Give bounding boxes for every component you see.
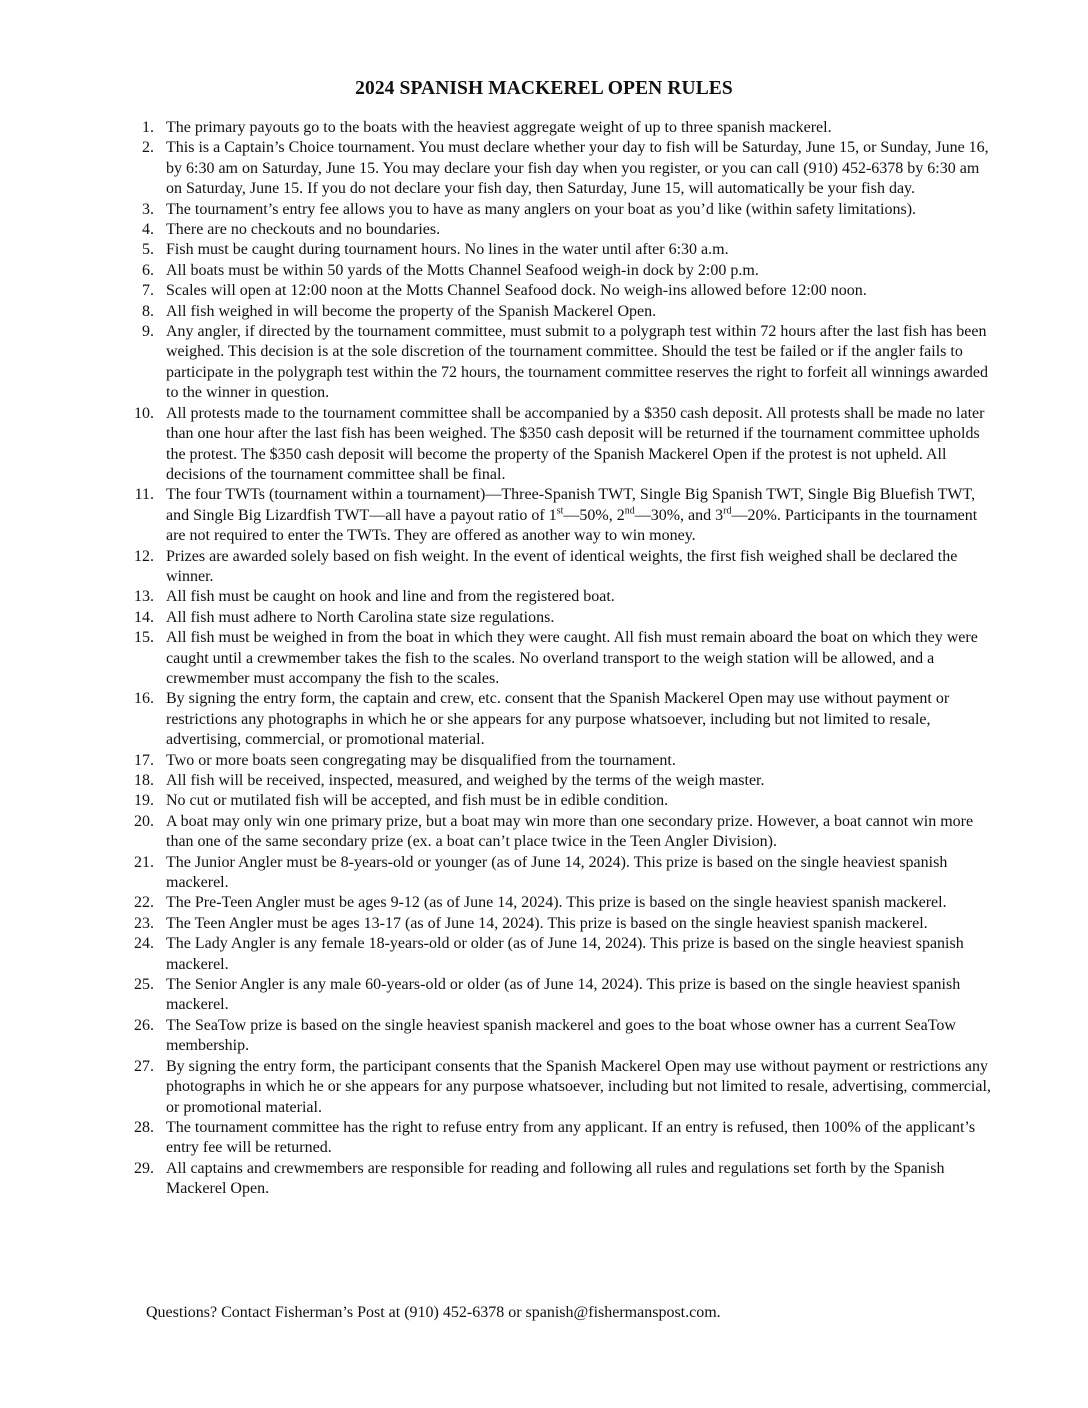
rule-number: 26. xyxy=(134,1016,154,1034)
rule-text: The Pre-Teen Angler must be ages 9-12 (as of June 14, 2024). This prize is based on the single heaviest spanish mackerel. xyxy=(166,894,947,912)
rule-text: The tournament committee has the right to refuse entry from any applicant. If an entry is refused, then 100% of the applicant’s entry fee will be returned. xyxy=(166,1118,976,1157)
rule-number: 21. xyxy=(134,853,154,871)
rule-item xyxy=(130,893,992,913)
rule-item xyxy=(130,587,992,607)
rule-text: All fish must adhere to North Carolina state size regulations. xyxy=(166,608,555,626)
rule-text: The Teen Angler must be ages 13-17 (as of June 14, 2024). This prize is based on the single heaviest spanish mackerel. xyxy=(166,914,928,932)
rule-item xyxy=(130,1057,992,1118)
rule-number: 27. xyxy=(134,1057,154,1075)
rule-number: 6. xyxy=(142,261,154,279)
rule-number: 9. xyxy=(142,323,154,341)
rule-number: 20. xyxy=(134,812,154,830)
rule-number: 24. xyxy=(134,935,154,953)
rule-item xyxy=(130,1159,992,1200)
rule-item xyxy=(130,281,992,301)
rule-item xyxy=(130,118,992,138)
rule-number: 18. xyxy=(134,772,154,789)
rule-number: 14. xyxy=(134,608,154,626)
rule-text: The primary payouts go to the boats with the heaviest aggregate weight of up to three spanish mackerel. xyxy=(166,119,832,136)
rule-text: All boats must be within 50 yards of the Motts Channel Seafood weigh-in dock by 2:00 p.m. xyxy=(166,261,759,279)
rule-item xyxy=(130,751,992,771)
rule-text-part: The four TWTs (tournament within a tournament)—Three-Spanish TWT, Single Big Spanish TWT, Single Big Bluefish TWT, and Single Big Lizardfish TWT—all have a payout ratio of 1 xyxy=(166,486,976,524)
rule-item xyxy=(130,914,992,934)
rule-number: 25. xyxy=(134,976,154,994)
rule-item xyxy=(130,628,992,689)
rule-item xyxy=(130,200,992,220)
rule-number: 3. xyxy=(142,200,154,218)
rule-item xyxy=(130,138,992,199)
rule-text-part: —30%, and 3 xyxy=(634,506,724,524)
rule-number: 29. xyxy=(134,1159,154,1177)
rule-number: 16. xyxy=(134,690,154,708)
rule-text: The Senior Angler is any male 60-years-old or older (as of June 14, 2024). This prize is based on the single heaviest spanish mackerel. xyxy=(166,976,961,1014)
rule-number: 10. xyxy=(134,404,154,422)
rule-text: All captains and crewmembers are responsible for reading and following all rules and regulations set forth by the Spanish Mackerel Open. xyxy=(166,1159,945,1198)
rule-number: 12. xyxy=(134,547,154,565)
rule-item xyxy=(130,934,992,975)
rule-text: The tournament’s entry fee allows you to have as many anglers on your boat as you’d like (within safety limitations). xyxy=(166,200,917,218)
rule-number: 8. xyxy=(142,302,154,320)
rule-item xyxy=(130,302,992,322)
rule-text: Scales will open at 12:00 noon at the Motts Channel Seafood dock. No weigh-ins allowed before 12:00 noon. xyxy=(166,282,867,300)
rules-list xyxy=(130,118,992,1200)
rule-number: 13. xyxy=(134,588,154,606)
rule-text: All fish will be received, inspected, measured, and weighed by the terms of the weigh master. xyxy=(166,772,765,789)
rule-item xyxy=(130,547,992,588)
rule-number: 11. xyxy=(134,486,154,504)
rule-text: The Junior Angler must be 8-years-old or younger (as of June 14, 2024). This prize is based on the single heaviest spanish mackerel. xyxy=(166,853,948,892)
rule-number: 7. xyxy=(142,282,154,300)
rule-item xyxy=(130,608,992,628)
rule-number: 23. xyxy=(134,914,154,932)
rule-number: 17. xyxy=(134,751,154,769)
rule-text: Two or more boats seen congregating may be disqualified from the tournament. xyxy=(166,751,676,769)
rule-text: There are no checkouts and no boundaries. xyxy=(166,221,441,239)
rule-item xyxy=(130,261,992,281)
rule-number: 19. xyxy=(134,792,154,810)
rule-text: By signing the entry form, the participant consents that the Spanish Mackerel Open may use without payment or restrictions any photographs in which he or she appears for any purpose whatsoever, including but not limited to resale, advertising, commercial, or promotional material. xyxy=(166,1057,991,1116)
rule-text: Prizes are awarded solely based on fish weight. In the event of identical weights, the first fish weighed shall be declared the winner. xyxy=(166,547,958,585)
rule-number: 2. xyxy=(142,139,154,157)
rule-item xyxy=(130,1016,992,1057)
rule-number: 28. xyxy=(134,1118,154,1136)
rule-number: 15. xyxy=(134,629,154,647)
rule-item xyxy=(130,791,992,811)
rule-item xyxy=(130,1118,992,1159)
rule-text: This is a Captain’s Choice tournament. You must declare whether your day to fish will be Saturday, June 15, or Sunday, June 16, by 6:30 am on Saturday, June 15. You may declare your fish day when you register, or you can call (910) 452-6378 by 6:30 am on Saturday, June 15. If you do not declare your fish day, then Saturday, June 15, will automatically be your fish day. xyxy=(166,139,989,198)
rule-text-part: —20%. Participants in the tournament are not required to enter the TWTs. They are offered as another way to win money. xyxy=(166,506,978,545)
rule-item xyxy=(130,771,992,791)
ordinal-suffix: rd xyxy=(723,505,732,517)
rule-text: Any angler, if directed by the tournament committee, must submit to a polygraph test within 72 hours after the last fish has been weighed. This decision is at the sole discretion of the tournament committee. Should the test be failed or if the angler fails to participate in the polygraph test within the 72 hours, the tournament committee reserves the right to forfeit all winnings awarded to the winner in question. xyxy=(166,323,988,402)
rule-number: 4. xyxy=(142,221,154,239)
rule-text: All fish weighed in will become the property of the Spanish Mackerel Open. xyxy=(166,302,657,320)
rule-text: The Lady Angler is any female 18-years-old or older (as of June 14, 2024). This prize is based on the single heaviest spanish mackerel. xyxy=(166,935,964,973)
rule-item xyxy=(130,240,992,260)
ordinal-suffix: nd xyxy=(624,505,635,517)
rule-item xyxy=(130,689,992,750)
contact-footer: Questions? Contact Fisherman’s Post at (910) 452-6378 or spanish@fishermanspost.com. xyxy=(146,1304,721,1321)
rule-item xyxy=(130,404,992,486)
rule-text: All fish must be caught on hook and line and from the registered boat. xyxy=(166,588,615,606)
rule-text-part: —50%, 2 xyxy=(563,506,625,524)
rule-number: 1. xyxy=(142,119,154,136)
rule-text: No cut or mutilated fish will be accepted, and fish must be in edible condition. xyxy=(166,792,669,810)
rule-item xyxy=(130,853,992,894)
rule-text xyxy=(166,485,992,546)
rule-item xyxy=(130,812,992,853)
rule-item xyxy=(130,322,992,404)
page-title: 2024 SPANISH MACKEREL OPEN RULES xyxy=(355,78,733,99)
rule-text: All protests made to the tournament committee shall be accompanied by a $350 cash deposit. All protests shall be made no later than one hour after the last fish has been weighed. The $350 cash deposit will be returned if the tournament committee upholds the protest. The $350 cash deposit will become the property of the Spanish Mackerel Open if the protest is not upheld. All decisions of the tournament committee shall be final. xyxy=(166,404,985,483)
rule-text: The SeaTow prize is based on the single heaviest spanish mackerel and goes to the boat whose owner has a current SeaTow membership. xyxy=(166,1016,956,1055)
rule-number: 5. xyxy=(142,241,154,259)
rule-number: 22. xyxy=(134,894,154,912)
rule-item xyxy=(130,975,992,1016)
rule-text: All fish must be weighed in from the boat in which they were caught. All fish must remain aboard the boat on which they were caught until a crewmember takes the fish to the scales. No overland transport to the weigh station will be allowed, and a crewmember must accompany the fish to the scales. xyxy=(166,629,978,687)
rule-item xyxy=(130,485,992,546)
ordinal-suffix: st xyxy=(556,505,564,517)
rule-text: Fish must be caught during tournament hours. No lines in the water until after 6:30 a.m. xyxy=(166,241,729,259)
rule-item xyxy=(130,220,992,240)
rule-text: A boat may only win one primary prize, but a boat may win more than one secondary prize. However, a boat cannot win more than one of the same secondary prize (ex. a boat can’t place twice in the Teen Angler Division). xyxy=(166,812,974,851)
rule-text: By signing the entry form, the captain and crew, etc. consent that the Spanish Mackerel Open may use without payment or restrictions any photographs in which he or she appears for any purpose whatsoever, including but not limited to resale, advertising, commercial, or promotional material. xyxy=(166,690,950,749)
